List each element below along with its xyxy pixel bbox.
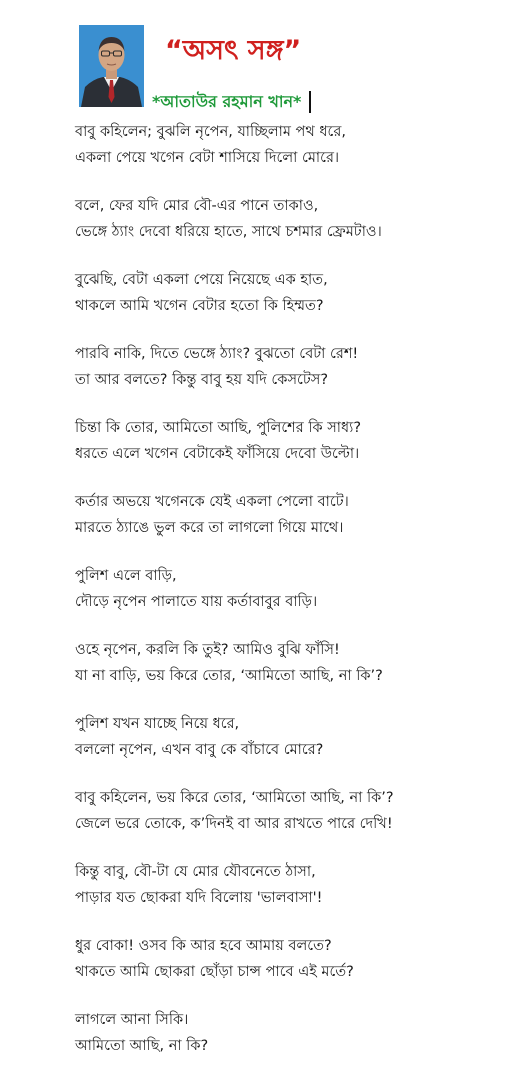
- text-cursor-bar: [309, 91, 311, 113]
- poem-line: ধুর বোকা! ওসব কি আর হবে আমায় বলতে?: [75, 938, 332, 954]
- poem-line: লাগলে আনা সিকি।: [75, 1012, 189, 1028]
- author-photo: [79, 25, 144, 107]
- poem-line: দৌড়ে নৃপেন পালাতে যায় কর্তাবাবুর বাড়ি।: [75, 594, 318, 610]
- author-line: [152, 90, 311, 114]
- poem-line: বাবু কহিলেন, ভয় কিরে তোর, ‘আমিতো আছি, না কি’?: [75, 790, 394, 806]
- poem-header: [0, 0, 519, 112]
- poem-line: একলা পেয়ে খগেন বেটা শাসিয়ে দিলো মোরে।: [75, 150, 340, 166]
- stanza: [75, 119, 515, 171]
- stanza: [75, 563, 515, 615]
- poem-line: কর্তার অভয়ে খগেনকে যেই একলা পেলো বাটে।: [75, 494, 349, 510]
- poem-line: আমিতো আছি, না কি?: [75, 1038, 209, 1054]
- stanza: [75, 785, 515, 837]
- poem-line: পারবি নাকি, দিতে ভেঙ্গে ঠ্যাং? বুঝতো বেটা রেশ!: [75, 346, 359, 362]
- poem-line: তা আর বলতে? কিন্তু বাবু হয় যদি কেসটেস?: [75, 372, 329, 388]
- poem-body: [75, 119, 515, 1081]
- stanza: [75, 933, 515, 985]
- poem-line: বাবু কহিলেন; বুঝলি নৃপেন, যাচ্ছিলাম পথ ধরে,: [75, 124, 346, 140]
- poem-line: জেলে ভরে তোকে, ক’দিনই বা আর রাখতে পারে দেখি!: [75, 816, 393, 832]
- stanza: [75, 193, 515, 245]
- poem-line: পুলিশ যখন যাচ্ছে নিয়ে ধরে,: [75, 716, 240, 732]
- poem-line: কিন্তু বাবু, বৌ-টা যে মোর যৌবনেতে ঠাসা,: [75, 864, 316, 880]
- poem-line: বললো নৃপেন, এখন বাবু কে বাঁচাবে মোরে?: [75, 742, 324, 758]
- poem-line: মারতে ঠ্যাঙে ভুল করে তা লাগলো গিয়ে মাথে।: [75, 520, 344, 536]
- stanza: [75, 711, 515, 763]
- stanza: [75, 341, 515, 393]
- poem-line: পুলিশ এলে বাড়ি,: [75, 568, 177, 584]
- poem-line: ভেঙ্গে ঠ্যাং দেবো ধরিয়ে হাতে, সাথে চশমার ফ্রেমটাও।: [75, 224, 382, 240]
- poem-line: পাড়ার যত ছোকরা যদি বিলোয় 'ভালবাসা'!: [75, 890, 323, 906]
- stanza: [75, 637, 515, 689]
- poem-title: “অসৎ সঙ্গ”: [165, 35, 302, 66]
- stanza: [75, 489, 515, 541]
- stanza: [75, 1007, 515, 1059]
- stanza: [75, 267, 515, 319]
- stanza: [75, 859, 515, 911]
- poem-author: *আতাউর রহমান খান*: [152, 91, 302, 111]
- poem-line: বুঝেছি, বেটা একলা পেয়ে নিয়েছে এক হাত,: [75, 272, 328, 288]
- poem-line: যা না বাড়ি, ভয় কিরে তোর, ‘আমিতো আছি, না কি’?: [75, 668, 383, 684]
- poem-line: ধরতে এলে খগেন বেটাকেই ফাঁসিয়ে দেবো উল্টো।: [75, 446, 360, 462]
- poem-line: ওহে নৃপেন, করলি কি তুই? আমিও বুঝি ফাঁসি!: [75, 642, 340, 658]
- poem-line: চিন্তা কি তোর, আমিতো আছি, পুলিশের কি সাধ্য?: [75, 420, 362, 436]
- poem-line: থাকলে আমি খগেন বেটার হতো কি হিম্মত?: [75, 298, 324, 314]
- stanza: [75, 415, 515, 467]
- poem-line: বলে, ফের যদি মোর বৌ-এর পানে তাকাও,: [75, 198, 319, 214]
- poem-line: থাকতে আমি ছোকরা ছোঁড়া চান্স পাবে এই মর্তে?: [75, 964, 354, 980]
